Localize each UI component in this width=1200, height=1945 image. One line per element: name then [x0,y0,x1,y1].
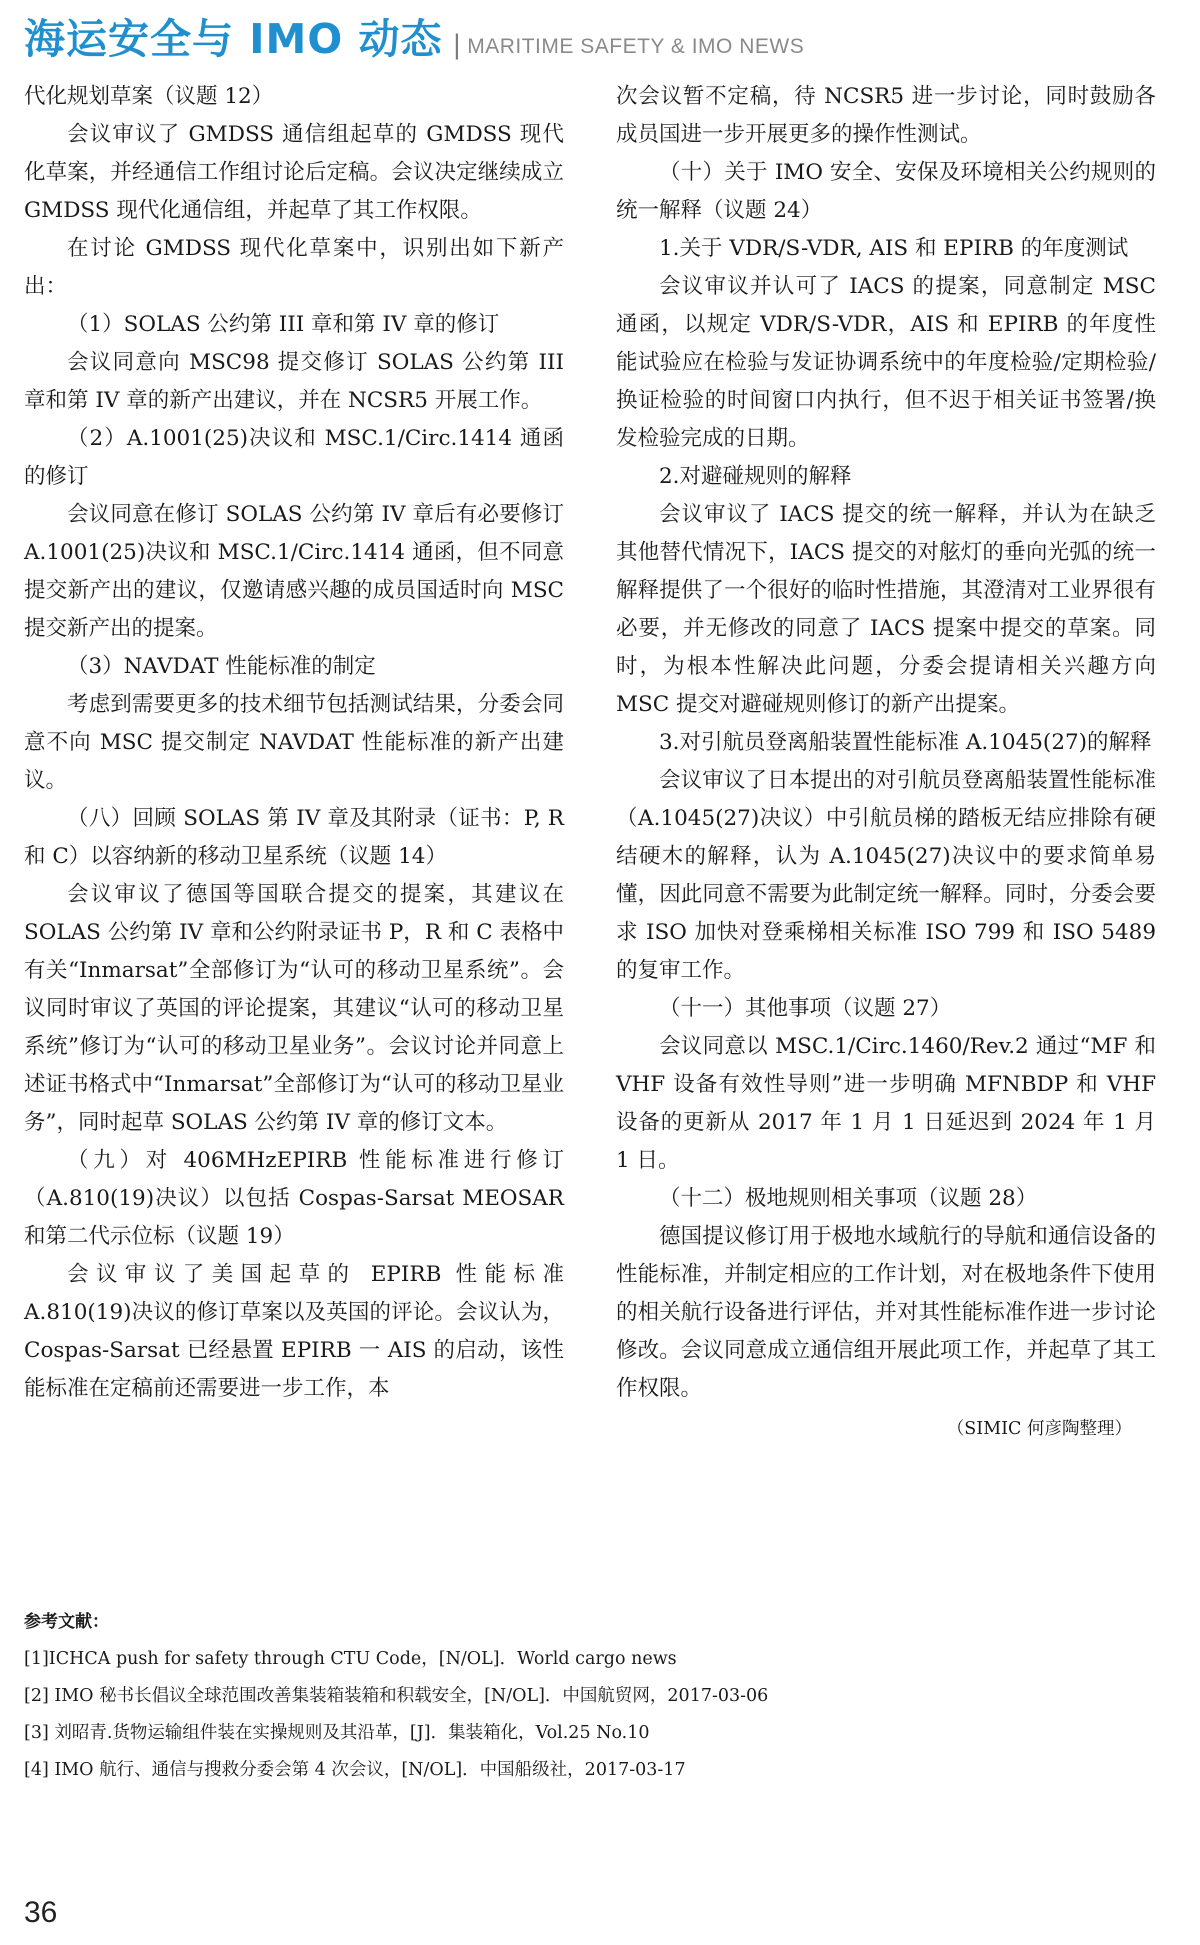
paragraph: 会议审议了德国等国联合提交的提案，其建议在 SOLAS 公约第 IV 章和公约附录证书 P，R 和 C 表格中有关“Inmarsat”全部修订为“认可的移动卫星系统”。会议同时审议了英国的评论提案，其建议“认可的移动卫星系统”修订为“认可的移动卫星业务”。会议讨论并同意上述证书格式中“Inmarsat”全部修订为“认可的移动卫星业务”，同时起草 SOLAS 公约第 IV 章的修订文本。 [24,882,564,1135]
subheading: （3）NAVDAT 性能标准的制定 [67,654,376,679]
reference-item: [2] IMO 秘书长倡议全球范围改善集装箱装箱和积载安全，[N/OL]．中国航贸网，2017-03-06 [24,1686,769,1706]
references [24,1604,1156,1789]
subheading: （1）SOLAS 公约第 III 章和第 IV 章的修订 [67,312,500,337]
paragraph: 会议同意以 MSC.1/Circ.1460/Rev.2 通过“MF 和 VHF 设备有效性导则”进一步明确 MFNBDP 和 VHF 设备的更新从 2017 年 1 月 1 日延迟到 2024 年 1 月 1 日。 [616,1034,1156,1173]
page-header [24,6,804,62]
subheading: 2.对避碰规则的解释 [659,464,852,489]
section-title: 海运安全与 IMO 动态 [24,15,443,63]
left-column [24,78,564,1446]
paragraph: 会议审议了日本提出的对引航员登离船装置性能标准（A.1045(27)决议）中引航员梯的踏板无结应排除有硬结硬木的解释，认为 A.1045(27)决议中的要求简单易懂，因此同意不需要为此制定统一解释。同时，分委会要求 ISO 加快对登乘梯相关标准 ISO 799 和 ISO 5489 的复审工作。 [616,768,1156,983]
subheading: 1.关于 VDR/S-VDR, AIS 和 EPIRB 的年度测试 [659,236,1129,261]
paragraph: 考虑到需要更多的技术细节包括测试结果，分委会同意不向 MSC 提交制定 NAVDAT 性能标准的新产出建议。 [24,692,564,793]
header-separator: | [452,30,462,60]
paragraph: 会议同意向 MSC98 提交修订 SOLAS 公约第 III 章和第 IV 章的新产出建议，并在 NCSR5 开展工作。 [24,350,564,413]
right-column [616,78,1156,1446]
paragraph: 德国提议修订用于极地水域航行的导航和通信设备的性能标准，并制定相应的工作计划，对在极地条件下使用的相关航行设备进行评估，并对其性能标准作进一步讨论修改。会议同意成立通信组开展此项工作，并起草了其工作权限。 [616,1224,1156,1401]
paragraph: 代化规划草案（议题 12） [24,84,274,109]
author-credit: （SIMIC 何彦陶整理） [946,1419,1132,1439]
paragraph: 会议审议了 GMDSS 通信组起草的 GMDSS 现代化草案，并经通信工作组讨论后定稿。会议决定继续成立 GMDSS 现代化通信组，并起草了其工作权限。 [24,122,564,223]
paragraph: 在讨论 GMDSS 现代化草案中，识别出如下新产出： [24,236,564,299]
subheading: （2）A.1001(25)决议和 MSC.1/Circ.1414 通函的修订 [24,426,564,489]
paragraph: 次会议暂不定稿，待 NCSR5 进一步讨论，同时鼓励各成员国进一步开展更多的操作性测试。 [616,84,1156,147]
reference-item: [3] 刘昭青.货物运输组件装在实操规则及其沿革，[J]．集装箱化，Vol.25 No.10 [24,1723,650,1743]
paragraph: 会议同意在修订 SOLAS 公约第 IV 章后有必要修订 A.1001(25)决议和 MSC.1/Circ.1414 通函，但不同意提交新产出的建议，仅邀请感兴趣的成员国适时向 MSC 提交新产出的提案。 [24,502,564,641]
references-title: 参考文献： [24,1612,109,1632]
section-heading: （十）关于 IMO 安全、安保及环境相关公约规则的统一解释（议题 24） [616,160,1156,223]
section-heading: （八）回顾 SOLAS 第 IV 章及其附录（证书：P, R 和 C）以容纳新的移动卫星系统（议题 14） [24,806,564,869]
paragraph: 会议审议了 IACS 提交的统一解释，并认为在缺乏其他替代情况下，IACS 提交的对舷灯的垂向光弧的统一解释提供了一个很好的临时性措施，其澄清对工业界很有必要，并无修改的同意了 IACS 提案中提交的草案。同时，为根本性解决此问题，分委会提请相关兴趣方向 MSC 提交对避碰规则修订的新产出提案。 [616,502,1156,717]
section-heading: （十一）其他事项（议题 27） [659,996,952,1021]
paragraph: 会议审议了美国起草的 EPIRB 性能标准 A.810(19)决议的修订草案以及英国的评论。会议认为，Cospas-Sarsat 已经悬置 EPIRB 一 AIS 的启动，该性能标准在定稿前还需要进一步工作，本 [24,1262,564,1401]
subheading: 3.对引航员登离船装置性能标准 A.1045(27)的解释 [659,730,1152,755]
reference-item: [4] IMO 航行、通信与搜救分委会第 4 次会议，[N/OL]．中国船级社，2017-03-17 [24,1760,686,1780]
section-heading: （九）对 406MHzEPIRB 性能标准进行修订（A.810(19)决议）以包括 Cospas-Sarsat MEOSAR 和第二代示位标（议题 19） [24,1148,564,1249]
section-heading: （十二）极地规则相关事项（议题 28） [659,1186,1038,1211]
paragraph: 会议审议并认可了 IACS 的提案，同意制定 MSC 通函，以规定 VDR/S-VDR，AIS 和 EPIRB 的年度性能试验应在检验与发证协调系统中的年度检验/定期检验/换证检验的时间窗口内执行，但不迟于相关证书签署/换发检验完成的日期。 [616,274,1156,451]
article-body [24,78,1156,1446]
reference-item: [1]ICHCA push for safety through CTU Code，[N/OL]．World cargo news [24,1649,677,1669]
page-number: 36 [24,1896,58,1929]
section-subtitle: MARITIME SAFETY & IMO NEWS [467,35,805,58]
